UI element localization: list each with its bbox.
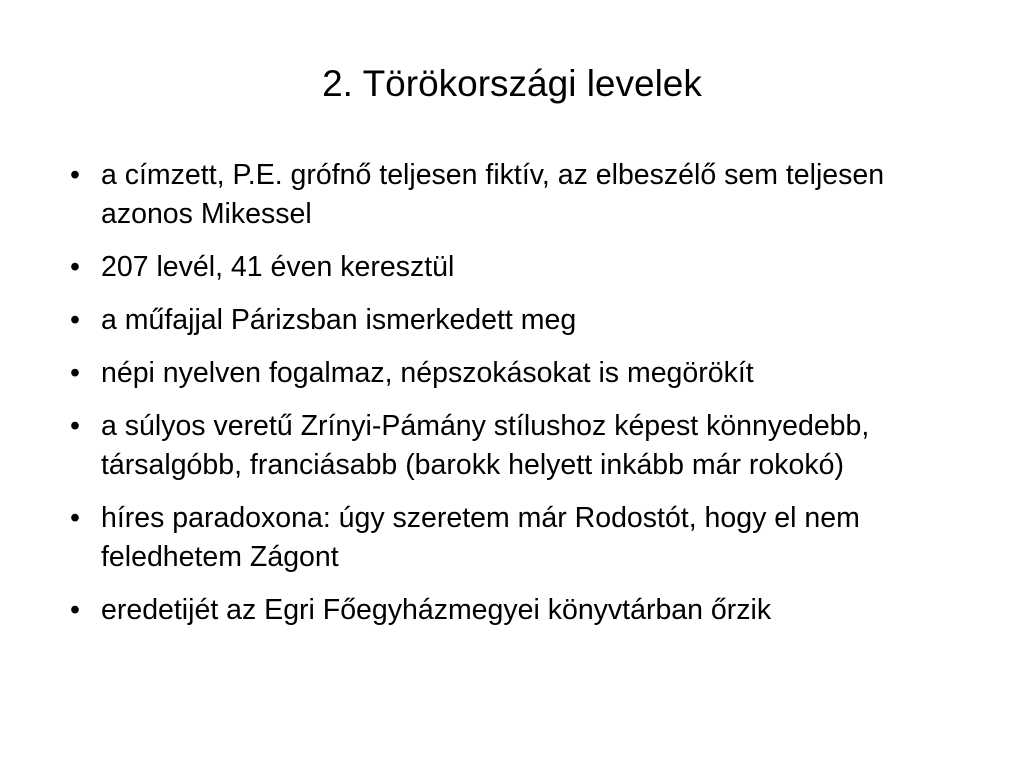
bullet-item	[70, 248, 970, 287]
bullet-item	[70, 407, 970, 485]
bullet-text: a címzett, P.E. grófnő teljesen fiktív, az elbeszélő sem teljesen azonos Mikessel	[101, 159, 885, 230]
bullet-item	[70, 354, 970, 393]
bullet-item	[70, 499, 970, 577]
slide-title: 2. Törökországi levelek	[322, 63, 702, 104]
bullet-icon: •	[70, 251, 80, 283]
bullet-icon: •	[70, 502, 80, 534]
bullet-list	[70, 156, 970, 644]
bullet-text: a súlyos veretű Zrínyi-Pámány stílushoz képest könnyedebb, társalgóbb, franciásabb (barokk helyett inkább már rokokó)	[101, 410, 870, 481]
bullet-text: eredetijét az Egri Főegyházmegyei könyvtárban őrzik	[101, 594, 772, 626]
bullet-text: a műfajjal Párizsban ismerkedett meg	[101, 304, 577, 336]
bullet-text: híres paradoxona: úgy szeretem már Rodostót, hogy el nem feledhetem Zágont	[101, 502, 860, 573]
bullet-icon: •	[70, 159, 80, 191]
bullet-item	[70, 156, 970, 234]
bullet-icon: •	[70, 357, 80, 389]
bullet-item	[70, 301, 970, 340]
bullet-item	[70, 591, 970, 630]
bullet-text: népi nyelven fogalmaz, népszokásokat is megörökít	[101, 357, 754, 389]
bullet-icon: •	[70, 410, 80, 442]
bullet-text: 207 levél, 41 éven keresztül	[101, 251, 455, 283]
bullet-icon: •	[70, 304, 80, 336]
bullet-icon: •	[70, 594, 80, 626]
